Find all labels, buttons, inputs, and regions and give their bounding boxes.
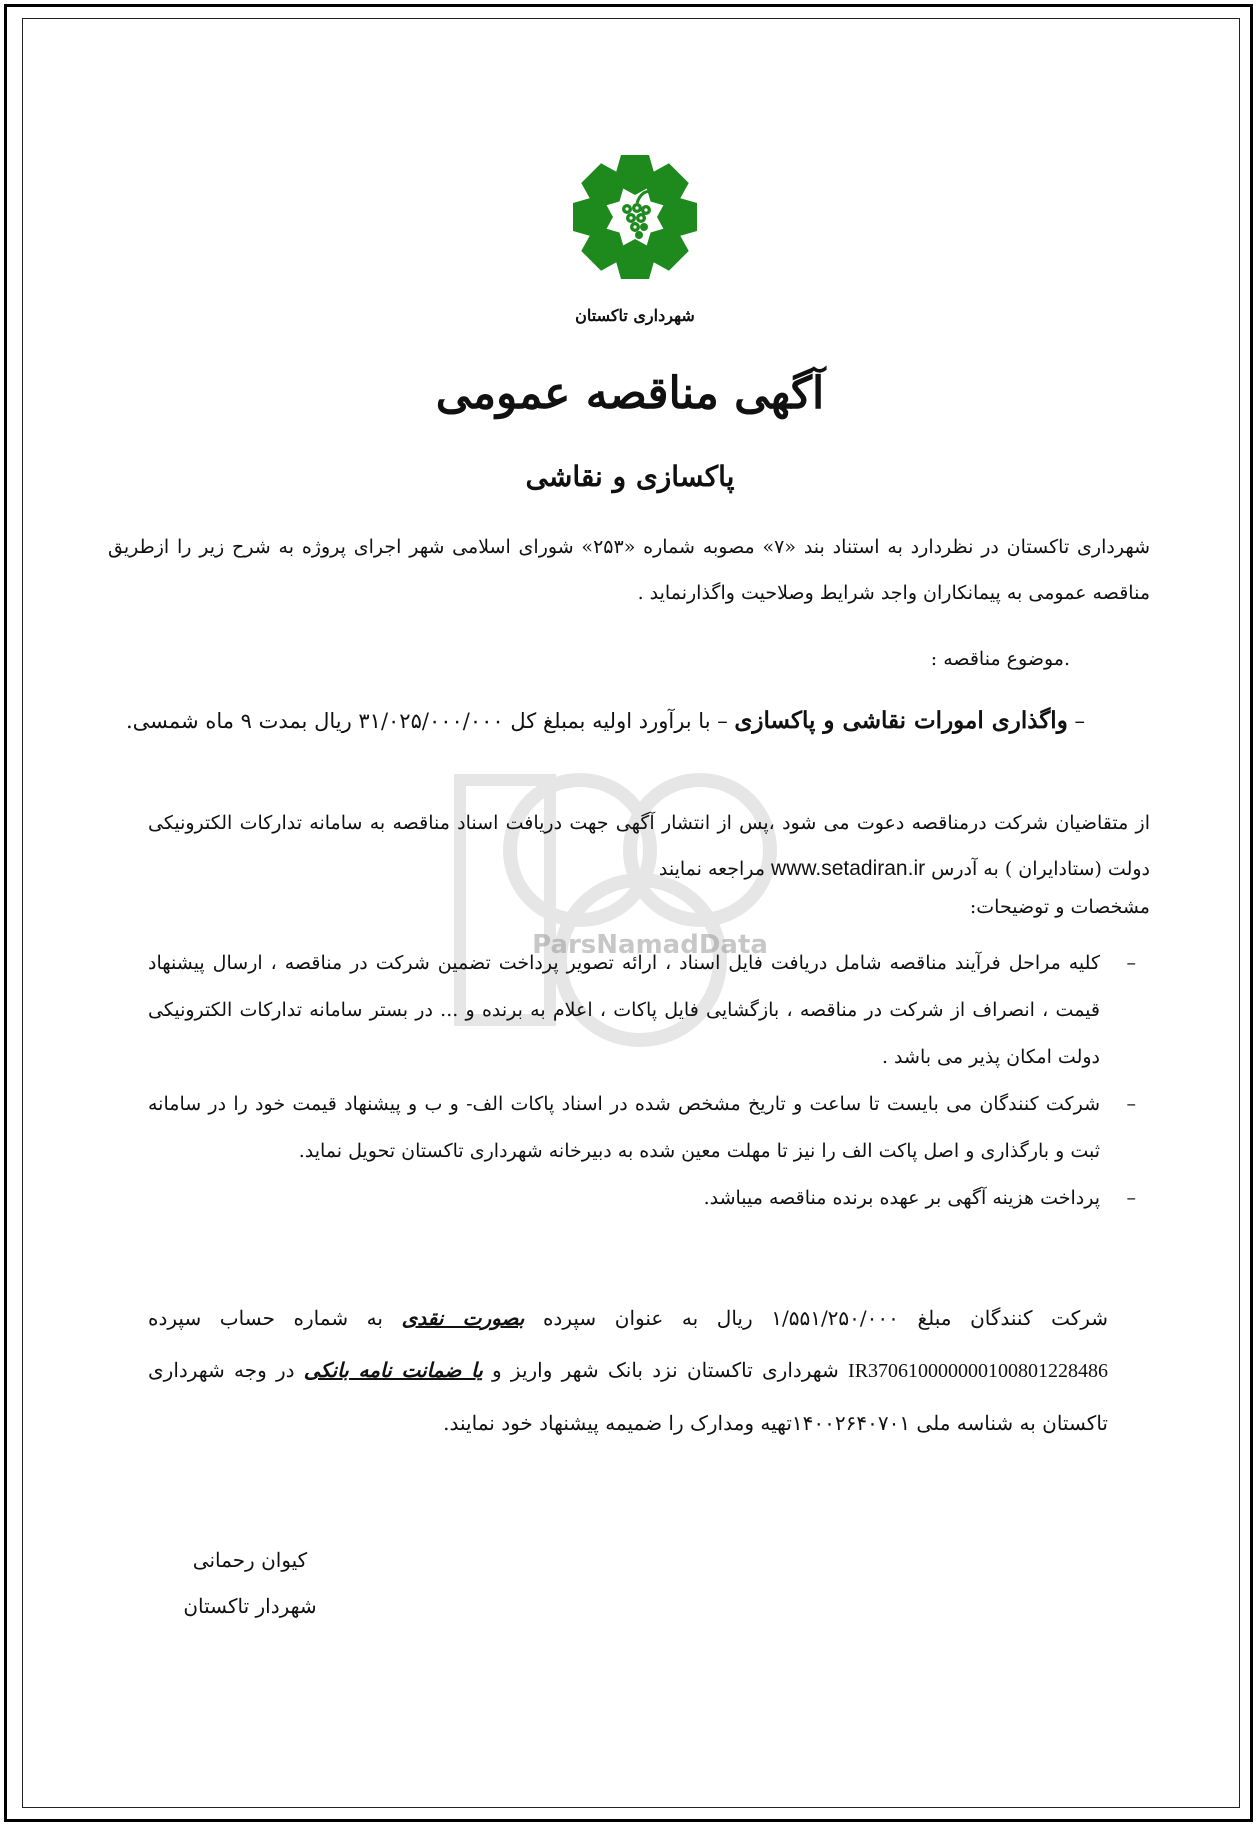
bullet-dash: – — [717, 709, 728, 733]
page-title: آگهی مناقصه عمومی — [435, 368, 825, 419]
bullet-dash: – — [1074, 709, 1085, 733]
bullet-dash: – — [1126, 952, 1136, 974]
signatory-name: کیوان رحمانی — [192, 1548, 308, 1572]
subject-title: واگذاری امورات نقاشی و پاکسازی — [734, 707, 1068, 734]
logo-caption: شهرداری تاکستان — [575, 306, 695, 325]
invitation-paragraph — [148, 800, 1150, 892]
subject-detail: با برآورد اولیه بمبلغ کل ۳۱/۰۲۵/۰۰۰/۰۰۰ ریال بمدت ۹ ماه شمسی. — [126, 709, 711, 733]
subject-label: .موضوع مناقصه : — [930, 648, 1070, 670]
watermark-brand: ParsNamadData — [532, 930, 768, 960]
municipality-logo — [570, 152, 700, 282]
specs-label: مشخصات و توضیحات: — [969, 896, 1150, 918]
grape-icon — [622, 191, 651, 239]
bullet-dash: – — [1126, 1187, 1136, 1209]
invite-text: از متقاضیان شرکت درمناقصه دعوت می شود ،پس از انتشار آگهی جهت دریافت اسناد مناقصه به سامانه تدارکات الکترونیکی دولت (ستادایران ) به آدرس — [148, 812, 1150, 880]
bank-guarantee-emphasis: یا ضمانت نامه بانکی — [303, 1358, 483, 1382]
intro-paragraph: شهرداری تاکستان در نظردارد به استناد بند «۷» مصوبه شماره «۲۵۳» شورای اسلامی شهر اجرای پروژه به شرح زیر را ازطریق مناقصه عمومی به پیمانکاران واجد شرایط وصلاحیت واگذارنماید . — [108, 536, 1150, 604]
list-item: – شرکت کنندگان می بایست تا ساعت و تاریخ مشخص شده در اسناد پاکات الف- و ب و پیشنهاد قیمت خود را در سامانه ثبت و بارگذاری و اصل پاکت الف را نیز تا مهلت معین شده به دبیرخانه شهرداری تاکستان تحویل نماید. — [148, 1081, 1100, 1175]
subject-line — [100, 695, 1085, 747]
invite-text-end: مراجعه نمایند — [658, 858, 765, 880]
specs-list — [148, 940, 1136, 1222]
page-subtitle: پاکسازی و نقاشی — [525, 460, 735, 493]
list-item: – کلیه مراحل فرآیند مناقصه شامل دریافت فایل اسناد ، ارائه تصویر پرداخت تضمین شرکت در مناقصه ، ارسال پیشنهاد قیمت ، انصراف از شرکت در مناقصه ، بازگشایی فایل پاکات ، اعلام به برنده و ... در بستر سامانه تدارکات الکترونیکی دولت امکان پذیر می باشد . — [148, 940, 1100, 1081]
account-number: IR370610000000100801228486 — [848, 1360, 1109, 1382]
cash-emphasis: بصورت نقدی — [401, 1306, 525, 1330]
signatory-title: شهردار تاکستان — [183, 1594, 317, 1618]
deposit-paragraph: شرکت کنندگان مبلغ ۱/۵۵۱/۲۵۰/۰۰۰ ریال به عنوان سپرده بصورت نقدی به شماره حساب سپرده IR370610000000100801228486 شهرداری تاکستان نزد بانک شهر واریز و یا ضمانت نامه بانکی در وجه شهرداری تاکستان به شناسه ملی ۱۴۰۰۲۶۴۰۷۰۱تهیه ومدارک را ضمیمه پیشنهاد خود نمایند. — [148, 1306, 1109, 1435]
setadiran-link[interactable]: www.setadiran.ir — [771, 857, 926, 880]
list-item: – پرداخت هزینه آگهی بر عهده برنده مناقصه میباشد. — [148, 1175, 1100, 1222]
bullet-dash: – — [1126, 1093, 1136, 1115]
